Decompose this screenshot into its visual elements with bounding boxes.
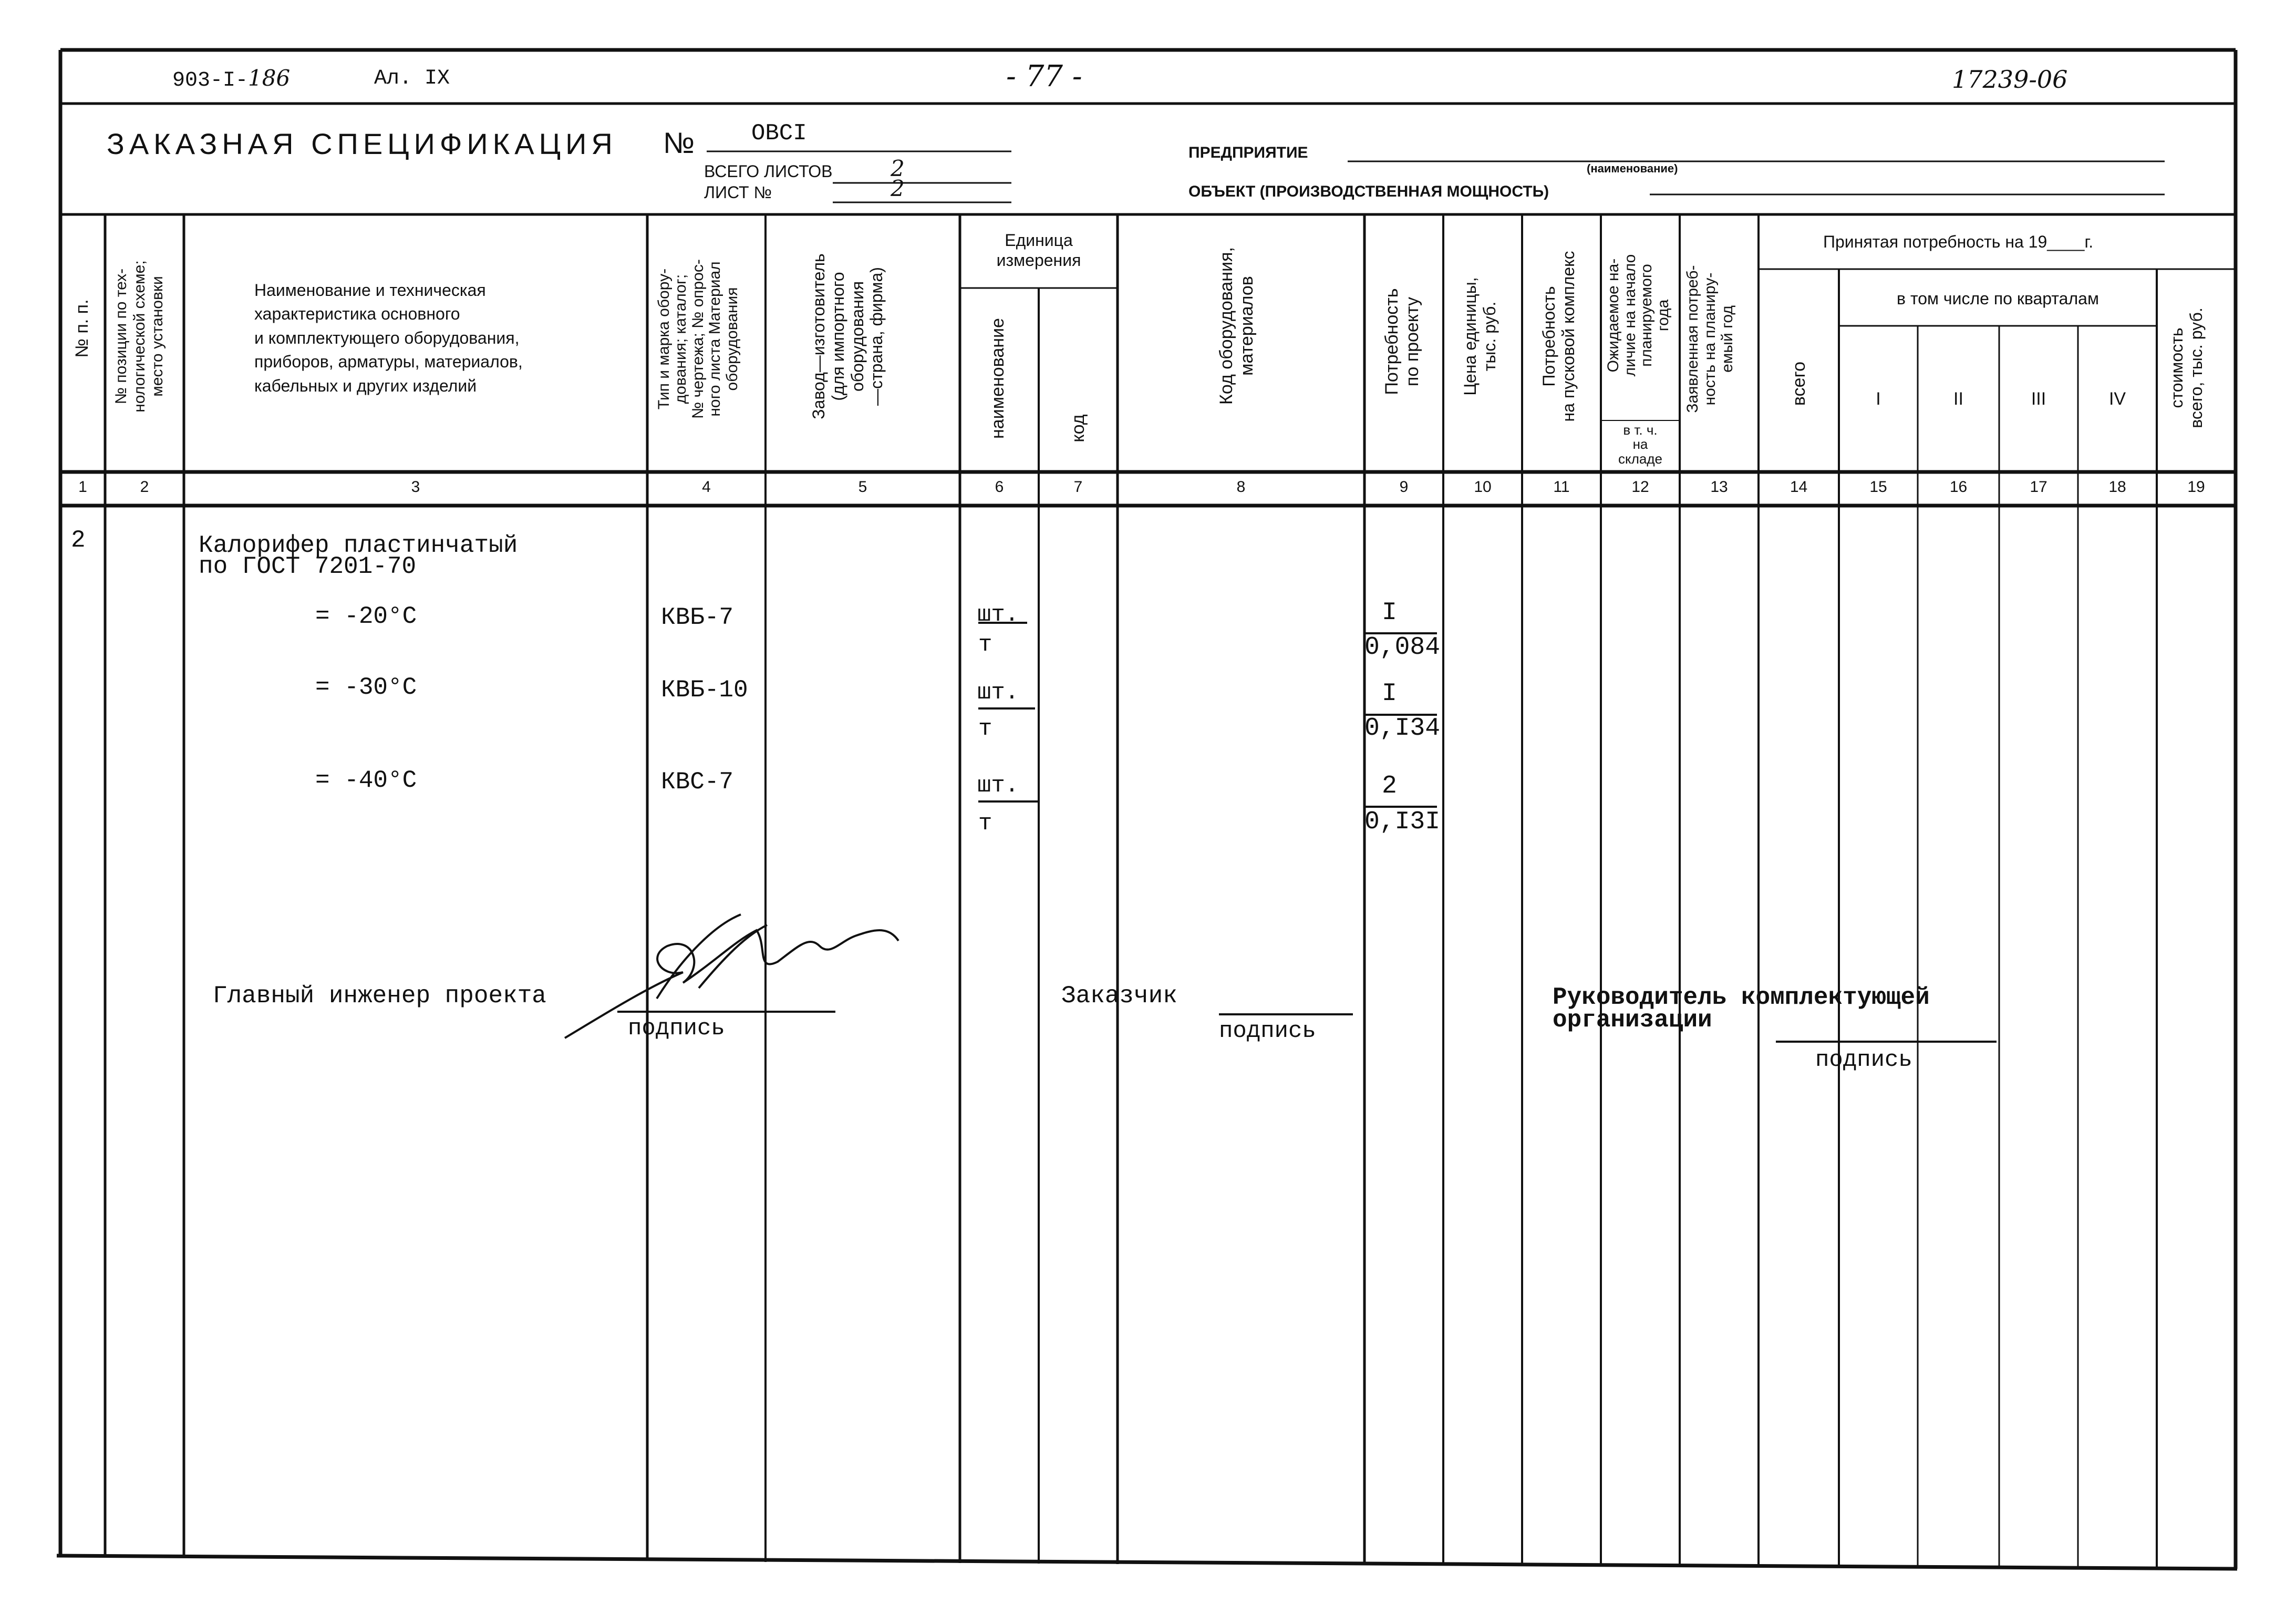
sheets-total-value: 2 [891, 156, 905, 181]
qty2-row2: 0,I34 [1364, 714, 1441, 743]
type-row1: КВБ-7 [661, 604, 734, 631]
signature-scribble [565, 914, 898, 1042]
col-num: 8 [1236, 478, 1246, 496]
condition-row1: = -20°С [315, 603, 417, 630]
header-c6: наименование [988, 318, 1008, 439]
sheet-number-label: ЛИСТ № [704, 183, 772, 202]
header-accepted-group: Принятая потребность на 19____г. [1823, 232, 2094, 251]
condition-row3: = -40°С [315, 767, 417, 794]
header-c11: Потребность на пусковой комплекс [1539, 251, 1578, 422]
col-num: 9 [1399, 478, 1409, 496]
chief-engineer-sign-label: подпись [628, 1015, 725, 1042]
supplier-sign-label: подпись [1815, 1047, 1912, 1073]
col-num: 13 [1710, 478, 1728, 496]
archive-number: 17239-06 [1952, 65, 2068, 94]
item-name-line2: по ГОСТ 7201-70 [199, 553, 417, 580]
item-name-line1: Калорифер пластинчатый [199, 532, 518, 559]
col-num: 3 [411, 478, 420, 496]
header-c2: № позиции по тех- нологической схеме; место установки [112, 260, 166, 413]
unit2-row2: т [978, 716, 992, 742]
spec-number: ОВСI [751, 120, 807, 147]
item-position: 2 [71, 527, 86, 554]
col-num: 4 [702, 478, 711, 496]
header-c15: I [1876, 389, 1881, 409]
col-num: 7 [1073, 478, 1083, 496]
col-num: 14 [1790, 478, 1808, 496]
header-c19: стоимость всего, тыс. руб. [2167, 307, 2206, 428]
enterprise-sublabel: (наименование) [1587, 162, 1678, 175]
spec-number-label: № [663, 126, 695, 159]
header-c4: Тип и марка обору- дования; каталог; № чертежа; № опрос- ного листа Материал оборудования [655, 259, 741, 419]
sheet-number-value: 2 [891, 176, 905, 201]
form-title: ЗАКАЗНАЯ СПЕЦИФИКАЦИЯ [107, 127, 617, 160]
col-num: 17 [2030, 478, 2047, 496]
header-c1: № п. п. [72, 299, 92, 358]
col-num: 12 [1631, 478, 1649, 496]
header-c5: Завод—изготовитель (для импортного оборудования —страна, фирма) [809, 253, 886, 419]
object-label: ОБЪЕКТ (ПРОИЗВОДСТВЕННАЯ МОЩНОСТЬ) [1188, 183, 1549, 200]
chief-engineer-label: Главный инженер проекта [213, 982, 546, 1010]
type-row3: КВС-7 [661, 768, 734, 796]
header-c3: Наименование и техническая характеристика основного и комплектующего оборудования, приборов, арматуры, материалов, кабельных и других изделий [254, 281, 523, 395]
qty1-row1: I [1382, 599, 1397, 627]
qty1-row3: 2 [1382, 772, 1397, 800]
unit1-row1: шт. [977, 602, 1019, 628]
type-row2: КВБ-10 [661, 676, 748, 704]
customer-sign-label: подпись [1219, 1018, 1316, 1044]
customer-label: Заказчик [1061, 982, 1177, 1010]
col-num: 6 [995, 478, 1004, 496]
supplier-label-line1: Руководитель комплектующей [1553, 984, 1930, 1011]
enterprise-label: ПРЕДПРИЯТИЕ [1188, 144, 1308, 161]
unit2-row3: т [978, 810, 992, 837]
header-unit-group: Единица измерения [996, 231, 1081, 270]
unit1-row2: шт. [977, 680, 1019, 706]
header-c8: Код оборудования, материалов [1216, 247, 1257, 405]
col-num: 11 [1553, 478, 1570, 496]
sheets-total-label: ВСЕГО ЛИСТОВ [704, 162, 833, 181]
col-num: 5 [858, 478, 867, 496]
page-number: - 77 - [1006, 59, 1082, 94]
unit1-row3: шт. [977, 773, 1019, 799]
unit2-row1: т [978, 632, 992, 658]
supplier-label-line2: организации [1553, 1006, 1712, 1034]
col-num: 1 [78, 478, 87, 496]
qty2-row3: 0,I3I [1364, 808, 1441, 836]
qty1-row2: I [1382, 680, 1397, 708]
col-num: 19 [2187, 478, 2205, 496]
doc-code: 903-I-186 [172, 65, 291, 92]
header-c7: код [1068, 414, 1088, 443]
header-c12: Ожидаемое на- личие на начало планируемого года [1605, 254, 1672, 377]
col-num: 15 [1869, 478, 1887, 496]
qty2-row1: 0,084 [1364, 633, 1441, 662]
header-quarters-group: в том числе по кварталам [1897, 289, 2099, 308]
header-c18: IV [2108, 389, 2126, 409]
header-c10: Цена единицы, тыс. руб. [1461, 277, 1499, 396]
col-num: 2 [140, 478, 149, 496]
header-c12-sub: в т. ч. на складе [1618, 422, 1662, 467]
header-c9: Потребность по проекту [1382, 288, 1423, 395]
col-num: 10 [1474, 478, 1492, 496]
col-num: 18 [2108, 478, 2126, 496]
condition-row2: = -30°С [315, 674, 417, 701]
header-c16: II [1953, 389, 1963, 409]
header-c17: III [2031, 389, 2046, 409]
col-num: 16 [1949, 478, 1968, 496]
header-c13: Заявленная потреб- ность на планиру- емый год [1684, 265, 1736, 413]
album-number: Ал. IX [374, 67, 450, 90]
header-c14: всего [1789, 361, 1809, 406]
